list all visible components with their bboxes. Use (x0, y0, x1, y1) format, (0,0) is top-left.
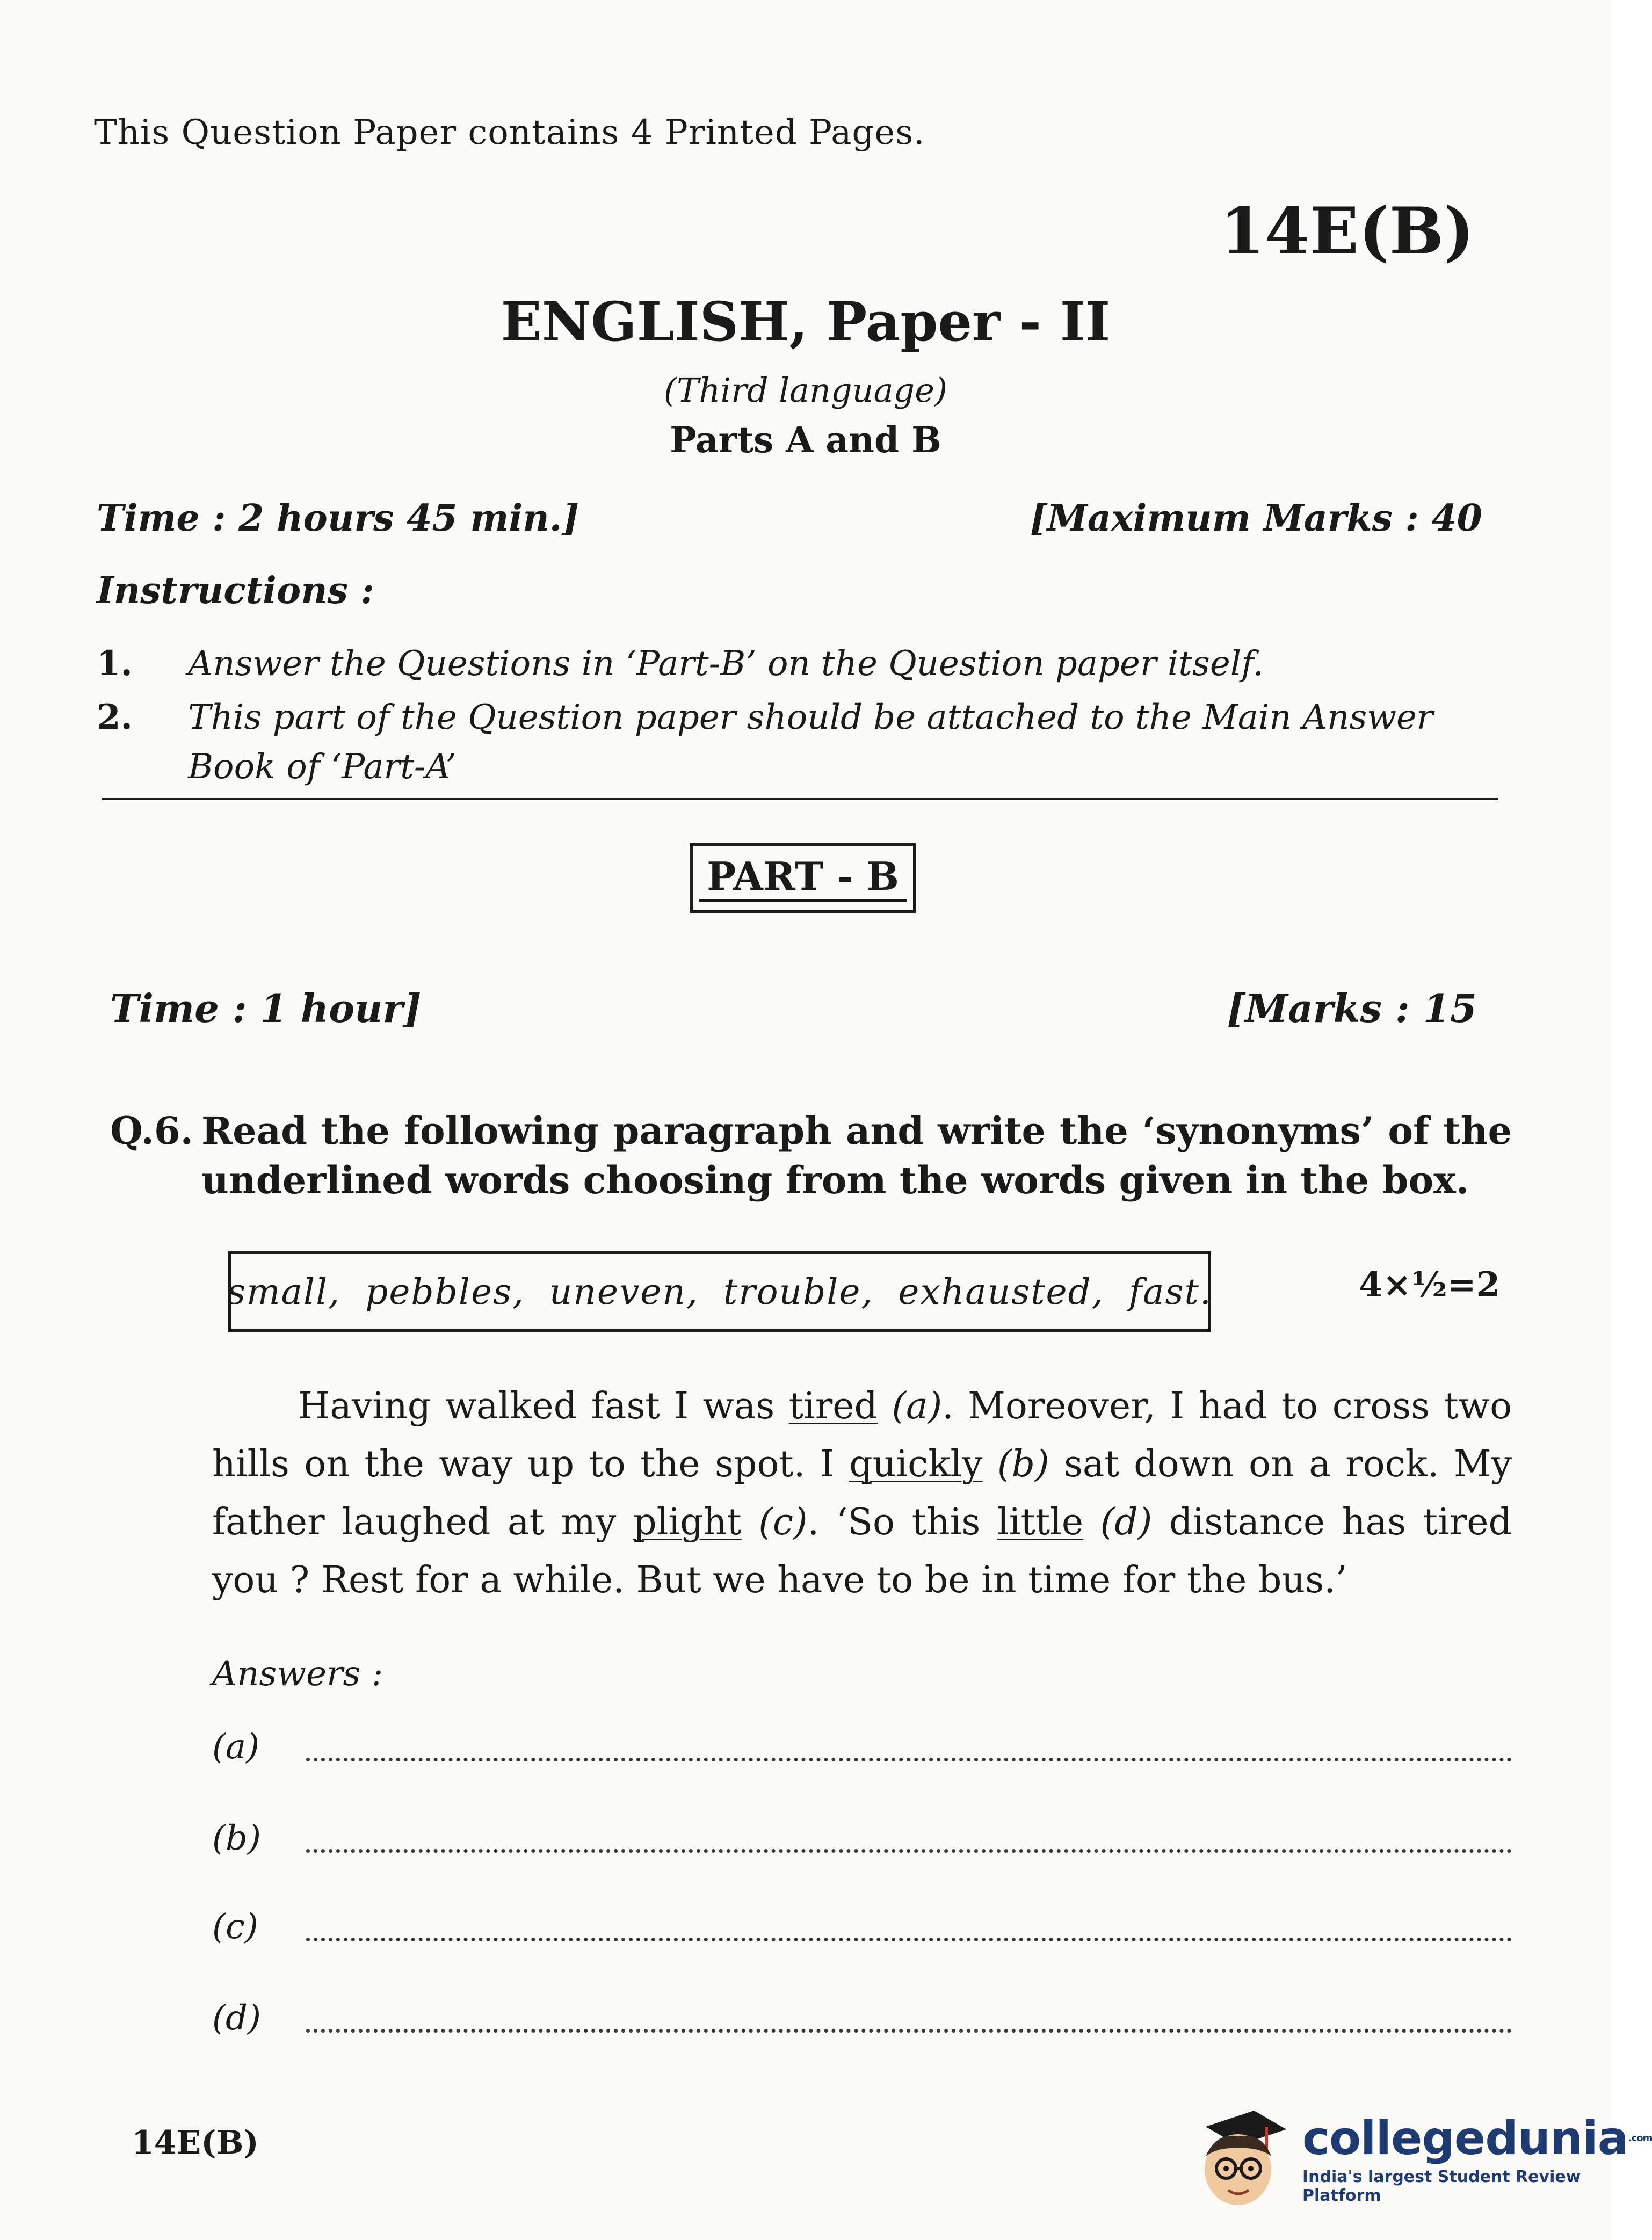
total-time: Time : 2 hours 45 min.] (97, 497, 579, 540)
instruction-text: This part of the Question paper should be attached to the Main Answer Book of ‘Part-A’ (188, 698, 1433, 787)
answer-blank[interactable] (306, 1758, 1512, 1761)
instruction-number: 2. (97, 697, 133, 737)
answer-blank[interactable] (306, 1938, 1512, 1941)
paragraph-text: sat down on a rock. My father laughed at my (212, 1443, 1512, 1543)
page-count-notice: This Question Paper contains 4 Printed Pages. (94, 113, 925, 153)
brand-name-text: collegedunia (1302, 2112, 1628, 2165)
part-b-time: Time : 1 hour] (110, 985, 422, 1031)
instruction-number: 1. (97, 643, 133, 684)
question-prompt (110, 1106, 1512, 1205)
answer-line-c[interactable] (212, 1898, 1512, 1947)
brand-text (1302, 2113, 1652, 2205)
answer-label: (d) (212, 1998, 261, 2038)
paper-title: ENGLISH, Paper - II (501, 290, 1111, 353)
marker-c: (c) (758, 1501, 808, 1543)
brand-suffix: .com (1628, 2133, 1652, 2144)
instruction-item (97, 639, 1504, 688)
answer-label: (a) (212, 1727, 260, 1767)
underlined-word-b: quickly (849, 1443, 983, 1485)
question-text: Read the following paragraph and write the ‘synonyms’ of the underlined words choosing from the words given in the box. (201, 1108, 1512, 1202)
answer-label: (b) (212, 1818, 261, 1858)
part-b-heading-box (690, 843, 916, 913)
mascot-logo-icon (1195, 2105, 1292, 2213)
answer-label: (c) (212, 1907, 258, 1947)
brand-name (1302, 2113, 1652, 2164)
paragraph-text: . Moreover, I had to cross two hills on the way up to the spot. I (212, 1385, 1512, 1485)
answer-blank[interactable] (306, 2029, 1512, 2033)
paragraph-text: Having walked fast I was (298, 1385, 789, 1427)
instructions-heading: Instructions : (97, 569, 374, 612)
paper-subtitle: (Third language) (663, 371, 948, 410)
question-number: Q.6. (110, 1108, 193, 1153)
footer-paper-code: 14E(B) (132, 2124, 259, 2162)
brand-tagline: India's largest Student Review Platform (1302, 2167, 1581, 2205)
reading-paragraph (212, 1378, 1512, 1610)
answer-line-d[interactable] (212, 1990, 1512, 2038)
underlined-word-a: tired (788, 1385, 878, 1427)
underlined-word-d: little (997, 1501, 1084, 1543)
marker-a: (a) (892, 1385, 943, 1427)
marker-b: (b) (997, 1443, 1049, 1485)
word-choices: small, pebbles, uneven, trouble, exhausted, fast. (227, 1271, 1212, 1313)
maximum-marks: [Maximum Marks : 40 (1030, 497, 1482, 540)
part-b-heading: PART - B (699, 854, 907, 902)
marker-d: (d) (1100, 1501, 1153, 1543)
instruction-item (97, 693, 1504, 792)
paragraph-text: . ‘So this (807, 1501, 997, 1543)
word-choice-box (228, 1251, 1211, 1332)
paragraph-text: distance has tired you ? Rest for a while. But we have to be in time for the bus.’ (212, 1501, 1512, 1601)
question-score: 4×½=2 (1359, 1265, 1501, 1305)
section-divider (102, 798, 1498, 800)
answer-blank[interactable] (306, 1849, 1512, 1853)
answer-line-b[interactable] (212, 1810, 1512, 1858)
underlined-word-c: plight (633, 1501, 742, 1543)
paper-parts: Parts A and B (670, 419, 941, 461)
answer-line-a[interactable] (212, 1719, 1512, 1767)
part-b-marks: [Marks : 15 (1227, 985, 1477, 1031)
brand-watermark[interactable] (1195, 2097, 1652, 2221)
instruction-text: Answer the Questions in ‘Part-B’ on the Question paper itself. (188, 644, 1264, 684)
paper-code: 14E(B) (1220, 193, 1474, 269)
answers-heading: Answers : (212, 1654, 383, 1694)
